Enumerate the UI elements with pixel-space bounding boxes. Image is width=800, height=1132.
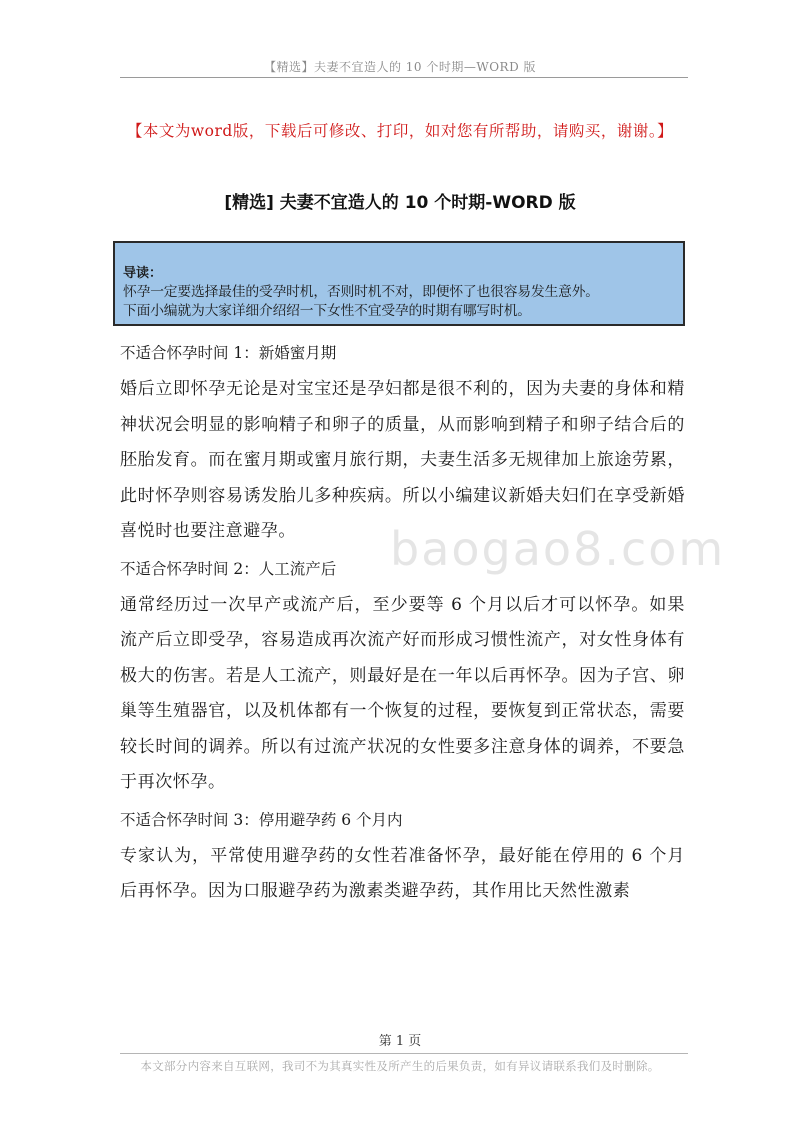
section-heading-1: 不适合怀孕时间 1：新婚蜜月期	[120, 344, 337, 362]
section-paragraph-2: 通常经历过一次早产或流产后，至少要等 6 个月以后才可以怀孕。如果流产后立即受孕，容易造成再次流产好而形成习惯性流产，对女性身体有极大的伤害。若是人工流产，则最好是在一年以后再怀孕。因为子宫、卵巢等生殖器官，以及机体都有一个恢复的过程，要恢复到正常状态，需要较长时间的调养。所以有过流产状况的女性要多注意身体的调养，不要急于再次怀孕。	[120, 594, 685, 792]
download-notice: 【本文为word版，下载后可修改、打印，如对您有所帮助，请购买，谢谢。】	[126, 122, 674, 140]
footer-divider	[120, 1053, 688, 1054]
document-title: [精选] 夫妻不宜造人的 10 个时期-WORD 版	[224, 193, 576, 213]
section-paragraph-3: 专家认为，平常使用避孕药的女性若准备怀孕，最好能在停用的 6 个月后再怀孕。因为口服避孕药为激素类避孕药，其作用比天然性激素	[120, 845, 685, 901]
page-footer: 本文部分内容来自互联网，我司不为其真实性及所产生的后果负责，如有异议请联系我们及时删除。	[140, 1059, 660, 1073]
document-body	[120, 338, 685, 914]
intro-line-1: 怀孕一定要选择最佳的受孕时机，否则时机不对，即便怀了也很容易发生意外。	[123, 284, 599, 300]
intro-line-2: 下面小编就为大家详细介绍绍一下女性不宜受孕的时期有哪写时机。	[123, 303, 531, 319]
section-heading-3: 不适合怀孕时间 3：停用避孕药 6 个月内	[120, 810, 403, 829]
section-heading-2: 不适合怀孕时间 2：人工流产后	[120, 559, 337, 578]
header-divider	[120, 77, 688, 78]
section-paragraph-1: 婚后立即怀孕无论是对宝宝还是孕妇都是很不利的，因为夫妻的身体和精神状况会明显的影响精子和卵子的质量，从而影响到精子和卵子结合后的胚胎发育。而在蜜月期或蜜月旅行期，夫妻生活多无规律加上旅途劳累，此时怀孕则容易诱发胎儿多种疾病。所以小编建议新婚夫妇们在享受新婚喜悦时也要注意避孕。	[120, 379, 685, 541]
intro-box	[113, 241, 685, 326]
intro-label: 导读：	[123, 266, 163, 281]
watermark: baogao8.com	[390, 522, 726, 576]
page-number: 第 1 页	[378, 1034, 422, 1049]
page-header: 【精选】夫妻不宜造人的 10 个时期—WORD 版	[263, 60, 537, 74]
